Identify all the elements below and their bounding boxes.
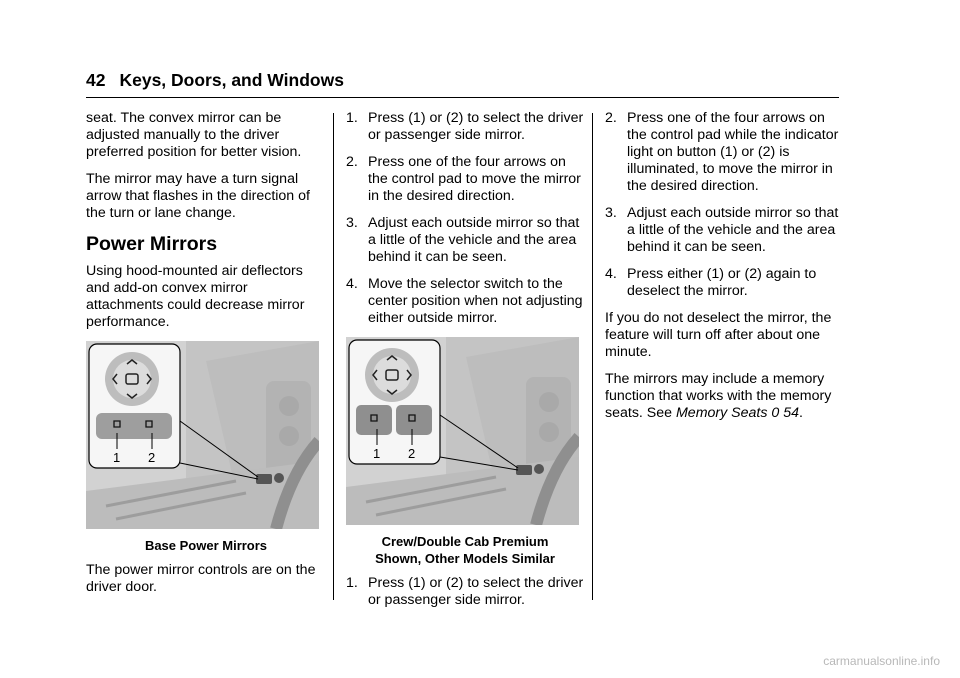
caption-line-2: Shown, Other Models Similar (375, 551, 555, 566)
paragraph-turn-signal: The mirror may have a turn signal arrow that flashes in the direction of the turn or lane change. (86, 171, 310, 221)
paragraph-memory (605, 371, 843, 422)
step-text: Press (1) or (2) to select the driver or passenger side mirror. (368, 110, 584, 143)
figure-label-1: 1 (373, 446, 381, 461)
step-text: Press either (1) or (2) again to deselect the mirror. (627, 266, 817, 299)
cross-reference-page: 54 (783, 405, 800, 421)
column-2 (346, 110, 584, 619)
figure-label-1: 1 (113, 450, 121, 465)
figure-caption-base: Base Power Mirrors (144, 538, 268, 553)
step-number: 2. (346, 154, 358, 170)
column-1 (86, 110, 326, 606)
watermark: carmanualsonline.info (823, 654, 940, 668)
column-3 (605, 110, 843, 432)
list-item (605, 205, 843, 256)
list-item (346, 110, 584, 144)
steps-list-2 (346, 575, 584, 609)
paragraph-deselect: If you do not deselect the mirror, the feature will turn off after about one minute. (605, 310, 832, 360)
column-divider-1 (333, 113, 334, 600)
header-rule (86, 97, 839, 98)
list-item (346, 154, 584, 205)
memory-text: The mirrors may include a memory function that works with the memory seats. See (605, 371, 832, 421)
page-header (86, 70, 344, 91)
sentence-end: . (799, 405, 803, 421)
step-number: 3. (605, 205, 617, 221)
step-text: Adjust each outside mirror so that a little of the vehicle and the area behind it can be seen. (627, 205, 839, 255)
caption-line-1: Crew/Double Cab Premium (381, 534, 549, 549)
steps-list-3 (605, 110, 843, 300)
list-item (605, 110, 843, 195)
list-item (346, 575, 584, 609)
step-number: 1. (346, 575, 358, 591)
page-arrow-icon: 0 (771, 405, 780, 421)
figure-crew-cab-premium (346, 337, 579, 525)
section-heading-power-mirrors: Power Mirrors (86, 233, 218, 255)
list-item (346, 276, 584, 327)
figure-base-power-mirrors (86, 341, 319, 529)
step-text: Press one of the four arrows on the control pad to move the mirror in the desired direction. (368, 154, 581, 204)
cross-reference-title: Memory Seats (675, 405, 768, 421)
figure-label-2: 2 (408, 446, 416, 461)
page-number: 42 (86, 70, 106, 90)
step-number: 4. (346, 276, 358, 292)
cross-reference-link[interactable] (676, 405, 799, 421)
column-divider-2 (592, 113, 593, 600)
step-text: Adjust each outside mirror so that a little of the vehicle and the area behind it can be seen. (368, 215, 580, 265)
list-item (346, 215, 584, 266)
paragraph-controls-location: The power mirror controls are on the driver door. (86, 562, 316, 595)
paragraph-deflectors: Using hood-mounted air deflectors and add-on convex mirror attachments could decrease mirror performance. (86, 263, 305, 330)
list-item (605, 266, 843, 300)
step-text: Move the selector switch to the center position when not adjusting either outside mirror. (368, 276, 583, 326)
step-number: 1. (346, 110, 358, 126)
section-title: Keys, Doors, and Windows (119, 70, 344, 90)
step-number: 4. (605, 266, 617, 282)
step-text: Press one of the four arrows on the control pad while the indicator light on button (1) or (2) is illuminated, to move the mirror in the desired direction. (627, 110, 839, 194)
step-number: 2. (605, 110, 617, 126)
paragraph-convex-mirror: seat. The convex mirror can be adjusted manually to the driver preferred position for better vision. (86, 110, 302, 160)
figure-label-2: 2 (148, 450, 156, 465)
step-text: Press (1) or (2) to select the driver or passenger side mirror. (368, 575, 584, 608)
steps-list-1 (346, 110, 584, 327)
step-number: 3. (346, 215, 358, 231)
figure-caption-premium (346, 533, 584, 567)
